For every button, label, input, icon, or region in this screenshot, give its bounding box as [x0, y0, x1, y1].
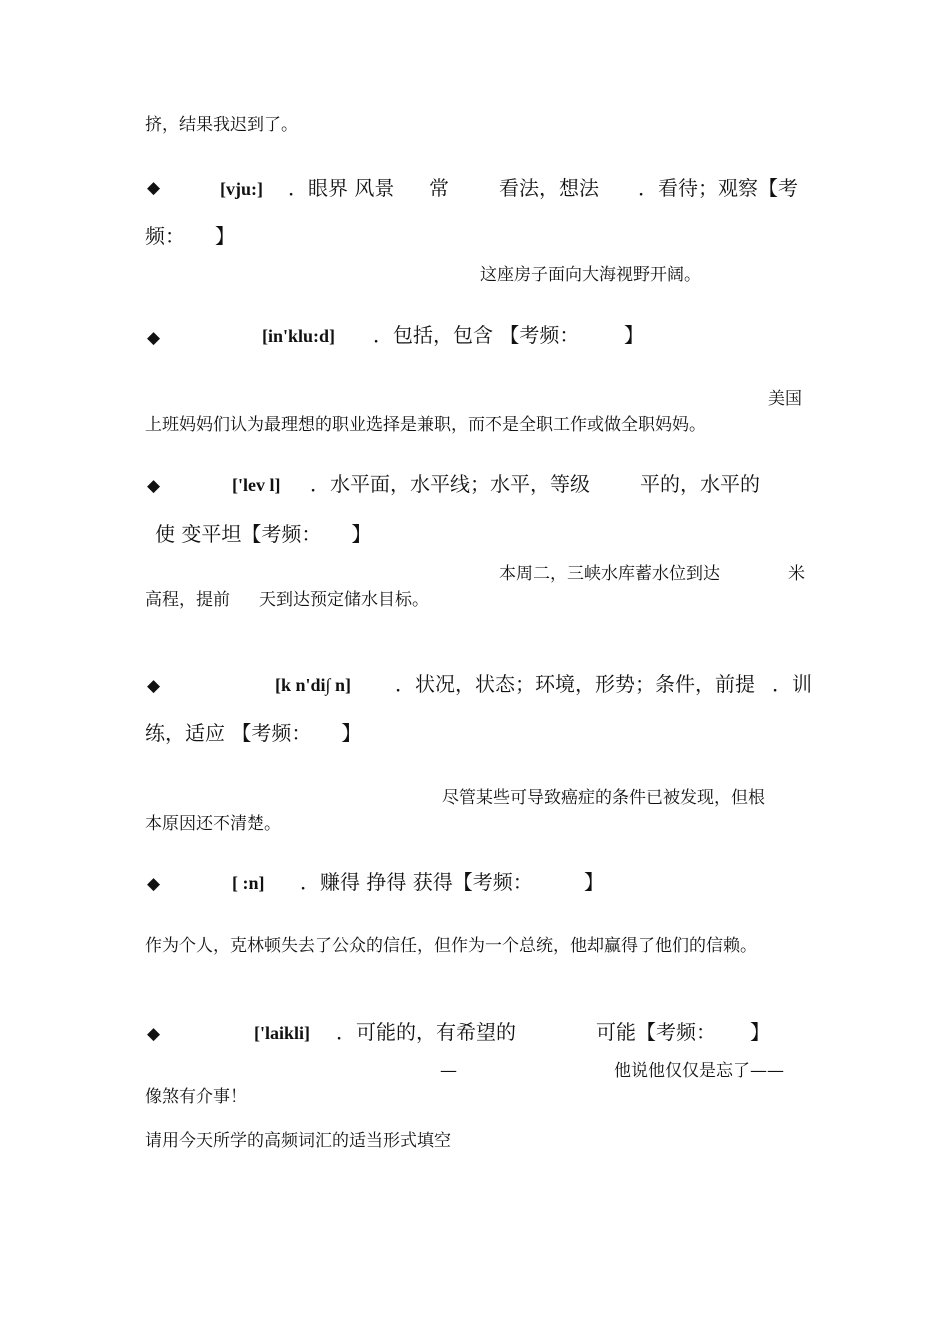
example-sentence: 本原因还不清楚。 [145, 814, 281, 834]
definition: ．可能的，有希望的 [336, 1020, 516, 1044]
example-sentence: 尽管某些可导致癌症的条件已被发现，但根 [442, 788, 765, 808]
bullet-icon: ◆ [147, 874, 161, 894]
example-sentence: 美国 [768, 389, 802, 409]
definition-continued: 练，适应 【考频： 】 [145, 721, 362, 745]
phonetic: ['lev l] [232, 475, 281, 495]
bullet-icon: ◆ [147, 178, 161, 198]
example-sentence: 本周二，三峡水库蓄水位到达 [499, 564, 720, 584]
definition: 】 [750, 1020, 770, 1044]
definition: 看法，想法 [499, 176, 599, 200]
definition: ．状况，状态；环境，形势；条件，前提 [395, 672, 755, 696]
example-sentence: 像煞有介事！ [145, 1087, 247, 1107]
definition-continued: 频： 】 [145, 224, 235, 248]
definition: 】 [624, 323, 644, 347]
phonetic: [in'klu:d] [262, 326, 336, 346]
definition: 可能【考频： [596, 1020, 716, 1044]
bullet-icon: ◆ [147, 476, 161, 496]
example-sentence: 高程，提前 [145, 590, 230, 610]
definition: 】 [584, 870, 604, 894]
example-sentence: 米 [788, 564, 805, 584]
bullet-icon: ◆ [147, 328, 161, 348]
intro-line: 挤，结果我迟到了。 [145, 115, 298, 135]
phonetic: [vju:] [220, 179, 263, 199]
definition: ．赚得 挣得 获得【考频： [300, 870, 533, 894]
example-sentence: 他说他仅仅是忘了—— [614, 1061, 784, 1081]
example-sentence: — [440, 1061, 457, 1081]
definition: ．训 [772, 672, 812, 696]
bullet-icon: ◆ [147, 1024, 161, 1044]
phonetic: ['laikli] [254, 1023, 311, 1043]
definition-continued: 使 变平坦【考频： 】 [155, 522, 372, 546]
example-sentence: 这座房子面向大海视野开阔。 [480, 265, 701, 285]
definition: 常 [429, 176, 449, 200]
definition: ．包括，包含 【考频： [373, 323, 580, 347]
phonetic: [k n'di∫ n] [275, 675, 351, 695]
definition: ．看待；观察【考 [638, 176, 798, 200]
phonetic: [ :n] [232, 873, 265, 893]
bullet-icon: ◆ [147, 676, 161, 696]
definition: ．水平面，水平线；水平，等级 [310, 472, 590, 496]
example-sentence: 天到达预定储水目标。 [259, 590, 429, 610]
example-sentence: 作为个人，克林顿失去了公众的信任，但作为一个总统，他却赢得了他们的信赖。 [145, 936, 757, 956]
definition: ．眼界 风景 [288, 176, 395, 200]
example-sentence: 上班妈妈们认为最理想的职业选择是兼职，而不是全职工作或做全职妈妈。 [145, 415, 706, 435]
definition: 平的，水平的 [640, 472, 760, 496]
exercise-instruction: 请用今天所学的高频词汇的适当形式填空 [145, 1131, 451, 1151]
